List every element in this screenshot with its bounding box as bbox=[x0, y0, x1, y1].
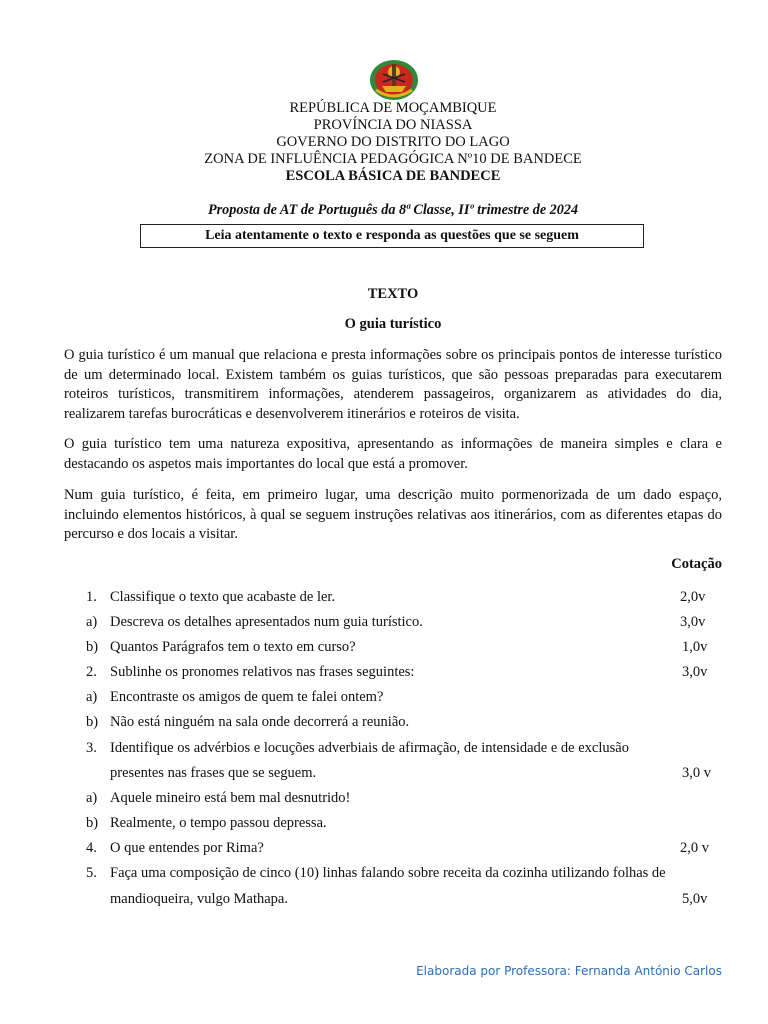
question-text: Faça uma composição de cinco (10) linhas falando sobre receita da cozinha utilizando folhas de bbox=[110, 865, 666, 881]
question-text: mandioqueira, vulgo Mathapa. bbox=[110, 891, 288, 907]
question-text: Quantos Parágrafos tem o texto em curso? bbox=[110, 639, 356, 655]
question-number: a) bbox=[86, 689, 98, 705]
question-number: a) bbox=[86, 614, 98, 630]
question-score: 2,0 v bbox=[680, 840, 709, 856]
question-text: Identifique os advérbios e locuções adverbiais de afirmação, de intensidade e de exclusão bbox=[110, 740, 629, 756]
question-item bbox=[86, 587, 726, 607]
question-text: Sublinhe os pronomes relativos nas frases seguintes: bbox=[110, 664, 415, 680]
question-text: Encontraste os amigos de quem te falei ontem? bbox=[110, 689, 384, 705]
question-item bbox=[86, 612, 726, 632]
question-number: 3. bbox=[86, 740, 97, 756]
question-item bbox=[86, 813, 726, 833]
header-country: REPÚBLICA DE MOÇAMBIQUE bbox=[289, 100, 497, 116]
question-text: Classifique o texto que acabaste de ler. bbox=[110, 589, 336, 605]
question-number: b) bbox=[86, 714, 99, 730]
question-number: 2. bbox=[86, 664, 97, 680]
mozambique-coat-of-arms-icon bbox=[368, 58, 420, 102]
question-item bbox=[86, 712, 726, 732]
question-number: a) bbox=[86, 790, 98, 806]
question-text: Descreva os detalhes apresentados num guia turístico. bbox=[110, 614, 423, 630]
question-score: 3,0v bbox=[680, 614, 706, 630]
proposal-title: Proposta de AT de Português da 8ª Classe, IIº trimestre de 2024 bbox=[207, 202, 579, 218]
text-title: O guia turístico bbox=[344, 316, 442, 332]
question-text: Aquele mineiro está bem mal desnutrido! bbox=[110, 790, 351, 806]
header-province: PROVÍNCIA DO NIASSA bbox=[313, 117, 473, 133]
footer-author: Elaborada por Professora: Fernanda António Carlos bbox=[416, 964, 722, 978]
instruction-box: Leia atentamente o texto e responda as questões que se seguem bbox=[140, 224, 644, 248]
question-item bbox=[86, 687, 726, 707]
question-text: Realmente, o tempo passou depressa. bbox=[110, 815, 327, 831]
question-score: 3,0v bbox=[682, 664, 708, 680]
cotacao-label: Cotação bbox=[671, 556, 722, 572]
document-header bbox=[0, 100, 768, 185]
header-school: ESCOLA BÁSICA DE BANDECE bbox=[285, 168, 501, 184]
paragraph-2: O guia turístico tem uma natureza expositiva, apresentando as informações de maneira simples e clara e destacando os aspetos mais importantes do local que está a promover. bbox=[64, 436, 722, 472]
question-item bbox=[86, 863, 726, 883]
question-item bbox=[86, 889, 726, 909]
paragraph-1: O guia turístico é um manual que relaciona e presta informações sobre os principais pontos de interesse turístico de um determinado local. Existem também os guias turísticos, que são pessoas preparadas para executarem roteiros turísticos, transmitirem informações, atenderem passageiros, organizarem as atividades do dia, realizarem tarefas burocráticas e desenvolverem itinerários e roteiros de visita. bbox=[64, 347, 722, 422]
question-item bbox=[86, 637, 726, 657]
question-text: O que entendes por Rima? bbox=[110, 840, 264, 856]
question-score: 1,0v bbox=[682, 639, 708, 655]
question-number: 4. bbox=[86, 840, 97, 856]
question-score: 3,0 v bbox=[682, 765, 711, 781]
question-score: 2,0v bbox=[680, 589, 706, 605]
question-score: 5,0v bbox=[682, 891, 708, 907]
question-item bbox=[86, 838, 726, 858]
header-district: GOVERNO DO DISTRITO DO LAGO bbox=[276, 134, 510, 150]
question-number: b) bbox=[86, 639, 99, 655]
question-item bbox=[86, 763, 726, 783]
question-text: presentes nas frases que se seguem. bbox=[110, 765, 317, 781]
question-item bbox=[86, 788, 726, 808]
paragraph-3: Num guia turístico, é feita, em primeiro lugar, uma descrição muito pormenorizada de um dado espaço, incluindo elementos históricos, à qual se seguem instruções relativas aos itinerários, com as diferentes etapas do percurso e dos locais a visitar. bbox=[64, 487, 722, 543]
question-item bbox=[86, 738, 726, 758]
header-zone: ZONA DE INFLUÊNCIA PEDAGÓGICA Nº10 DE BANDECE bbox=[204, 151, 582, 167]
text-heading: TEXTO bbox=[367, 286, 419, 302]
question-number: b) bbox=[86, 815, 99, 831]
question-text: Não está ninguém na sala onde decorrerá a reunião. bbox=[110, 714, 410, 730]
question-number: 5. bbox=[86, 865, 97, 881]
question-item bbox=[86, 662, 726, 682]
question-number: 1. bbox=[86, 589, 97, 605]
